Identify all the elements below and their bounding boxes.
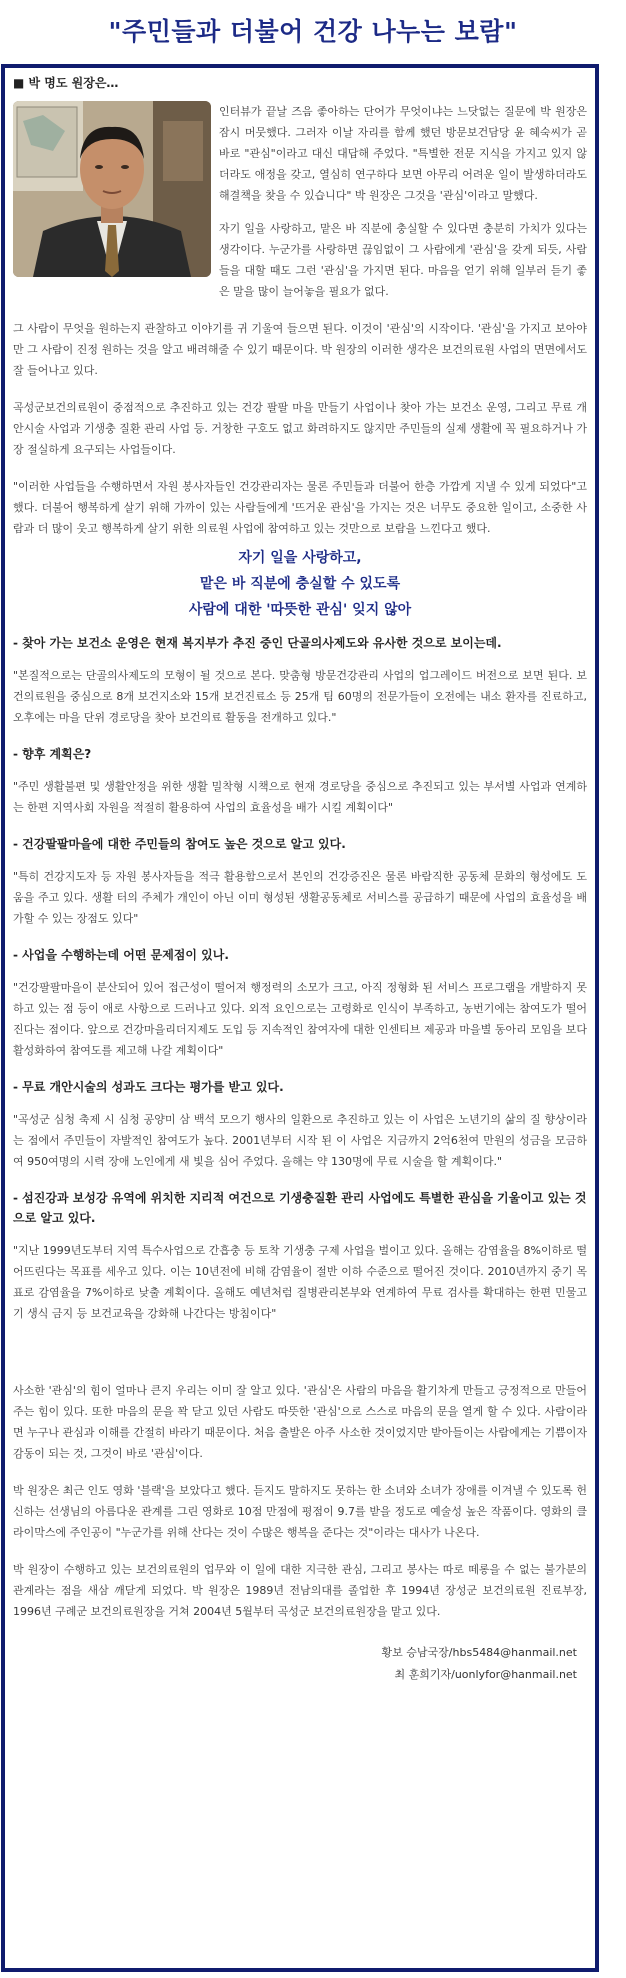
portrait-illustration — [13, 101, 211, 277]
article-title: "주민들과 더불어 건강 나누는 보람" — [108, 17, 518, 46]
interview-question: - 무료 개안시술의 성과도 크다는 평가를 받고 있다. — [13, 1080, 284, 1094]
byline-reporter: 최 훈희기자/uonlyfor@hanmail.net — [394, 1668, 577, 1681]
pull-quote-line: 맡은 바 직분에 충실할 수 있도록 — [199, 576, 401, 592]
body-paragraph: 사소한 '관심'의 힘이 얼마나 큰지 우리는 이미 잘 알고 있다. '관심'은 사람의 마음을 활기차게 만들고 긍정적으로 만들어주는 힘이 있다. 또한 마음의 문을 꽉 닫고 있던 사람도 따뜻한 '관심'으로 스스로 마음의 문을 열게 할 수 있다. 사람이라면 누구나 관심과 이해를 간절히 바라기 때문이다. 처음 출발은 아주 사소한 것이었지만 받아들이는 사람에게는 기쁨이자 감동이 되는 것, 그것이 바로 '관심'이다. — [13, 1384, 587, 1460]
intro-block — [13, 101, 587, 302]
intro-paragraph: 인터뷰가 끝날 즈음 좋아하는 단어가 무엇이냐는 느닷없는 질문에 박 원장은 잠시 머뭇했다. 그러자 이날 자리를 함께 했던 방문보건담당 윤 혜숙씨가 곧 바로 "관심"이라고 대신 대답해 주었다. "특별한 전문 지식을 가지고 있지 않더라도 애정을 갖고, 열심히 연구하다 보면 아무리 어려운 일이 발생하더라도 해결책을 찾을 수 있습니다" 박 원장은 그것을 '관심'이라고 말했다. — [219, 105, 587, 202]
body-paragraph: 그 사람이 무엇을 원하는지 관찰하고 이야기를 귀 기울여 들으면 된다. 이것이 '관심'의 시작이다. '관심'을 가지고 보아야만 그 사람이 진정 원하는 것을 알고 배려해줄 수 있기 때문이다. 박 원장의 이러한 생각은 보건의료원 사업의 면면에서도 잘 들어나고 있다. — [13, 322, 587, 377]
byline-editor: 황보 승남국장/hbs5484@hanmail.net — [381, 1646, 577, 1659]
pull-quote — [13, 545, 587, 623]
interview-answer: "주민 생활불편 및 생활안정을 위한 생활 밀착형 시책으로 현재 경로당을 중심으로 추진되고 있는 부서별 사업과 연계하는 한편 지역사회 자원을 적절히 활용하여 사업의 효율성을 배가 시킬 계획이다" — [13, 780, 587, 814]
byline — [13, 1642, 587, 1686]
intro-paragraph-2: 자기 일을 사랑하고, 맡은 바 직분에 충실할 수 있다면 충분히 가치가 있다는 생각이다. 누군가를 사랑하면 끊임없이 그 사람에게 '관심'을 갖게 되듯, 사람들을 대할 때도 그런 '관심'을 가지면 된다. 마음을 얻기 위해 일부러 듣기 좋은 말을 많이 늘어놓을 필요가 없다. — [219, 222, 587, 298]
interview-question: - 사업을 수행하는데 어떤 문제점이 있나. — [13, 948, 229, 962]
interview-answer: "지난 1999년도부터 지역 특수사업으로 간흡충 등 토착 기생충 구제 사업을 벌이고 있다. 올해는 감염율을 8%이하로 떨어뜨린다는 목표를 세우고 있다. 이는 10년전에 비해 감염율이 절반 이하 수준으로 떨어진 것이다. 2010년까지 중기 목표로 감염율을 7%이하로 낮출 계획이다. 올해도 예년처럼 질병관리본부와 연계하여 무료 검사를 확대하는 한편 민물고기 생식 금지 등 보건교육을 강화해 나간다는 방침이다" — [13, 1244, 587, 1320]
section-headline: ■ 박 명도 원장은… — [13, 76, 119, 90]
pull-quote-line: 자기 일을 사랑하고, — [238, 550, 362, 566]
interview-question: - 향후 계획은? — [13, 747, 92, 761]
body-paragraph: 곡성군보건의료원이 중점적으로 추진하고 있는 건강 팔팔 마을 만들기 사업이나 찾아 가는 보건소 운영, 그리고 무료 개안시술 사업과 기생충 질환 관리 사업 등. 거창한 구호도 없고 화려하지도 않지만 주민들의 실제 생활에 꼭 필요하거나 가장 절실하게 요구되는 사업들이다. — [13, 401, 587, 456]
interview-answer: "특히 건강지도자 등 자원 봉사자들을 적극 활용함으로서 본인의 건강증진은 물론 바람직한 공동체 문화의 형성에도 도움을 주고 있다. 생활 터의 주체가 개인이 아닌 이미 형성된 생활공동체로 서비스를 공급하기 때문에 사업의 효율성을 배가할 수 있는 장점도 있다" — [13, 870, 587, 925]
interview-question: - 찾아 가는 보건소 운영은 현재 복지부가 추진 중인 단골의사제도와 유사한 것으로 보이는데. — [13, 636, 502, 650]
interview-answer: "건강팔팔마을이 분산되어 있어 접근성이 떨어져 행정력의 소모가 크고, 아직 정형화 된 서비스 프로그램을 개발하지 못하고 있는 점 등이 애로 사항으로 드러나고 있다. 외적 요인으로는 고령화로 인식이 부족하고, 농번기에는 참여도가 떨어진다는 점이다. 앞으로 건강마을리더지제도 도입 등 지속적인 참여자에 대한 인센티브 제공과 마을별 동아리 모임을 보다 활성화하여 참여도를 제고해 나갈 계획이다" — [13, 981, 587, 1057]
interview-question: - 섬진강과 보성강 유역에 위치한 지리적 여건으로 기생충질환 관리 사업에도 특별한 관심을 기울이고 있는 것으로 알고 있다. — [13, 1191, 587, 1225]
portrait-photo — [13, 101, 211, 277]
body-paragraph: 박 원장이 수행하고 있는 보건의료원의 업무와 이 일에 대한 지극한 관심, 그리고 봉사는 따로 떼롱을 수 없는 불가분의 관계라는 점을 새삼 깨닫게 되었다. 박 원장은 1989년 전남의대를 졸업한 후 1994년 장성군 보건의료원 진료부장, 1996년 구례군 보건의료원장을 거쳐 2004년 5월부터 곡성군 보건의료원장을 맡고 있다. — [13, 1563, 587, 1618]
article-body — [13, 74, 587, 1686]
body-paragraph: 박 원장은 최근 인도 영화 '블랙'을 보았다고 했다. 듣지도 말하지도 못하는 한 소녀와 소녀가 장애를 이겨낼 수 있도록 헌신하는 선생님의 아름다운 관계를 그린 영화로 10점 만점에 평점이 9.7를 받을 정도로 예술성 높은 작품이다. 영화의 클라이막스에 주인공이 "누군가를 위해 산다는 것이 수많은 행복을 준다는 것"이라는 대사가 나온다. — [13, 1484, 587, 1539]
article-frame — [1, 64, 599, 1972]
body-paragraph: "이러한 사업들을 수행하면서 자원 봉사자들인 건강관리자는 물론 주민들과 더불어 한층 가깝게 지낼 수 있게 되었다"고 했다. 더불어 행복하게 살기 위해 가까이 있는 사람들에게 '뜨거운 관심'을 가지는 것은 너무도 중요한 일이고, 소중한 사람과 더 많이 웃고 행복하게 살기 위한 의료원 사업에 참여하고 있는 것만으로 보람을 느낀다고 했다. — [13, 480, 587, 535]
interview-answer: "곡성군 심청 축제 시 심청 공양미 삼 백석 모으기 행사의 일환으로 추진하고 있는 이 사업은 노년기의 삶의 질 향상이라는 점에서 주민들이 자발적인 참여도가 높다. 2001년부터 시작 된 이 사업은 지금까지 2억6천여 만원의 성금을 모금하여 950여명의 시력 장애 노인에게 새 빛을 심어 주었다. 올해는 약 130명에 무료 시술을 할 계획이다." — [13, 1113, 587, 1168]
interview-answer: "본질적으로는 단골의사제도의 모형이 될 것으로 본다. 맞춤형 방문건강관리 사업의 업그레이드 버전으로 보면 된다. 보건의료원을 중심으로 8개 보건지소와 15개 보건진료소 등 25개 팀 60명의 전문가들이 오전에는 내소 환자를 진료하고, 오후에는 마을 단위 경로당을 찾아 보건의료 활동을 전개하고 있다." — [13, 669, 587, 724]
intro-text-column — [219, 101, 587, 302]
pull-quote-line: 사람에 대한 '따뜻한 관심' 잊지 않아 — [188, 602, 412, 618]
interview-question: - 건강팔팔마을에 대한 주민들의 참여도 높은 것으로 알고 있다. — [13, 837, 346, 851]
